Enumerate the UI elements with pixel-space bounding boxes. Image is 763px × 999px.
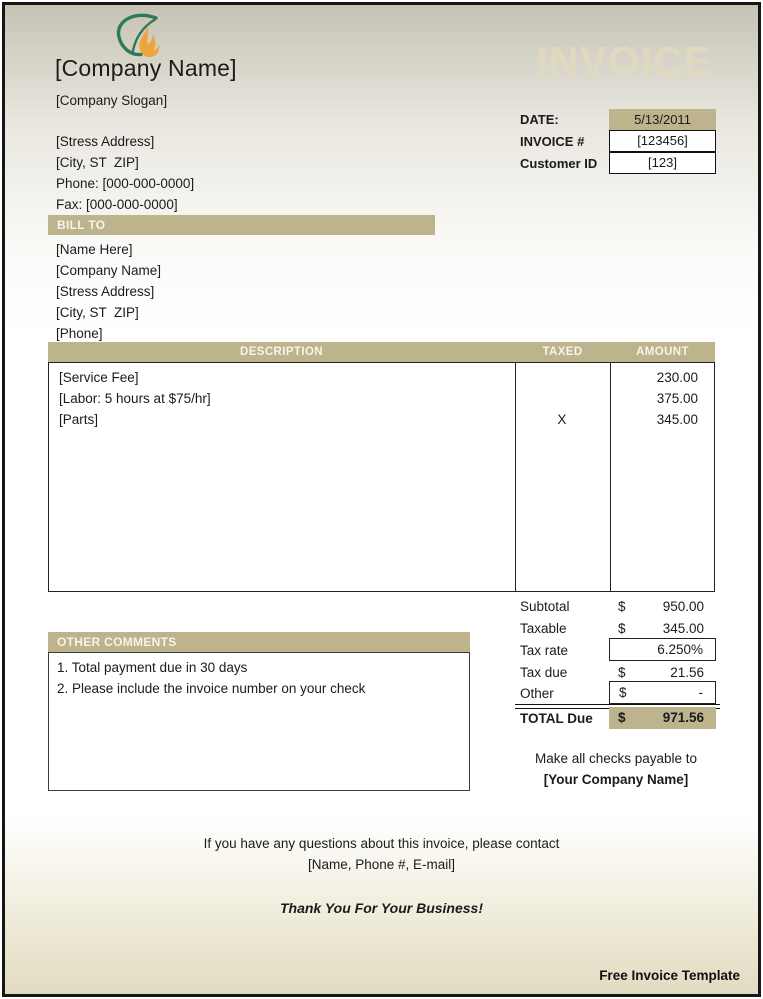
other-comments-header: OTHER COMMENTS [48,632,470,652]
items-table-header [48,342,715,362]
column-divider [610,363,611,591]
subtotal-label: Subtotal [520,599,570,614]
address-line: Fax: [000-000-0000] [56,197,178,212]
tax-due-label: Tax due [520,665,568,680]
item-taxed [515,388,610,409]
invoice-page [2,2,761,997]
bill-to-line: [City, ST ZIP] [56,305,139,320]
item-description: [Service Fee] [59,370,139,385]
currency-symbol: $ [618,621,626,636]
taxable-label: Taxable [520,621,567,636]
amount-text: 6.250% [657,642,703,657]
col-header-amount: AMOUNT [636,346,689,358]
currency-symbol: $ [619,685,627,700]
col-header-taxed: TAXED [542,346,583,358]
invoice-number-label: INVOICE # [520,134,585,149]
customer-id-label: Customer ID [520,156,598,171]
comment-line: 2. Please include the invoice number on your check [57,681,366,696]
tax-rate-label: Tax rate [520,643,569,658]
amount-text: 971.56 [662,710,704,725]
currency-symbol: $ [618,710,626,725]
amount-text: 21.56 [670,665,704,680]
customer-id-cell: [123] [609,152,716,174]
bill-to-line: [Name Here] [56,242,133,257]
bill-to-block [56,239,161,344]
bill-to-line: [Stress Address] [56,284,155,299]
comment-line: 1. Total payment due in 30 days [57,660,248,675]
item-taxed: X [557,412,567,427]
amount-text: 950.00 [662,599,704,614]
date-label: DATE: [520,112,559,127]
subtotal-value [609,596,716,617]
thank-you-note: Thank You For Your Business! [279,900,484,916]
item-row [49,388,714,409]
address-line: Phone: [000-000-0000] [56,176,195,191]
item-amount: 230.00 [656,370,698,385]
amount-text: - [698,685,703,700]
currency-symbol: $ [618,599,626,614]
item-amount: 345.00 [656,412,698,427]
address-line: [Stress Address] [56,134,155,149]
col-header-description: DESCRIPTION [240,346,323,358]
taxable-value [609,618,716,639]
date-value-cell: 5/13/2011 [609,109,716,130]
company-name: [Company Name] [55,55,237,81]
item-description: [Labor: 5 hours at $75/hr] [59,391,211,406]
item-amount: 375.00 [656,391,698,406]
other-value-cell [609,681,716,704]
column-divider [515,363,516,591]
amount-text: 345.00 [662,621,704,636]
bill-to-header: BILL TO [48,215,435,235]
bill-to-line: [Company Name] [56,263,162,278]
item-description: [Parts] [59,412,99,427]
bill-to-line: [Phone] [56,326,103,341]
total-due-label: TOTAL Due [520,711,593,726]
currency-symbol: $ [618,665,626,680]
tax-rate-value-cell [609,638,716,661]
address-line: [City, ST ZIP] [56,155,139,170]
item-taxed [515,367,610,388]
company-address-block [56,131,194,215]
company-slogan: [Company Slogan] [56,93,168,108]
template-brand-text: Free Invoice Template [599,968,740,983]
item-row [49,367,714,388]
item-row [49,409,714,430]
invoice-watermark-title: INVOICE [536,38,712,84]
payable-note: Make all checks payable to [534,751,698,766]
other-comments-box [48,652,470,791]
total-due-value-cell [609,707,716,729]
items-table-body [48,362,715,592]
payable-company-name: [Your Company Name] [543,772,689,787]
tax-due-value [609,662,716,683]
invoice-number-cell: [123456] [609,130,716,152]
other-label: Other [520,686,554,701]
footer-contact-details: [Name, Phone #, E-mail] [307,857,456,872]
footer-contact-line: If you have any questions about this invoice, please contact [203,836,560,851]
